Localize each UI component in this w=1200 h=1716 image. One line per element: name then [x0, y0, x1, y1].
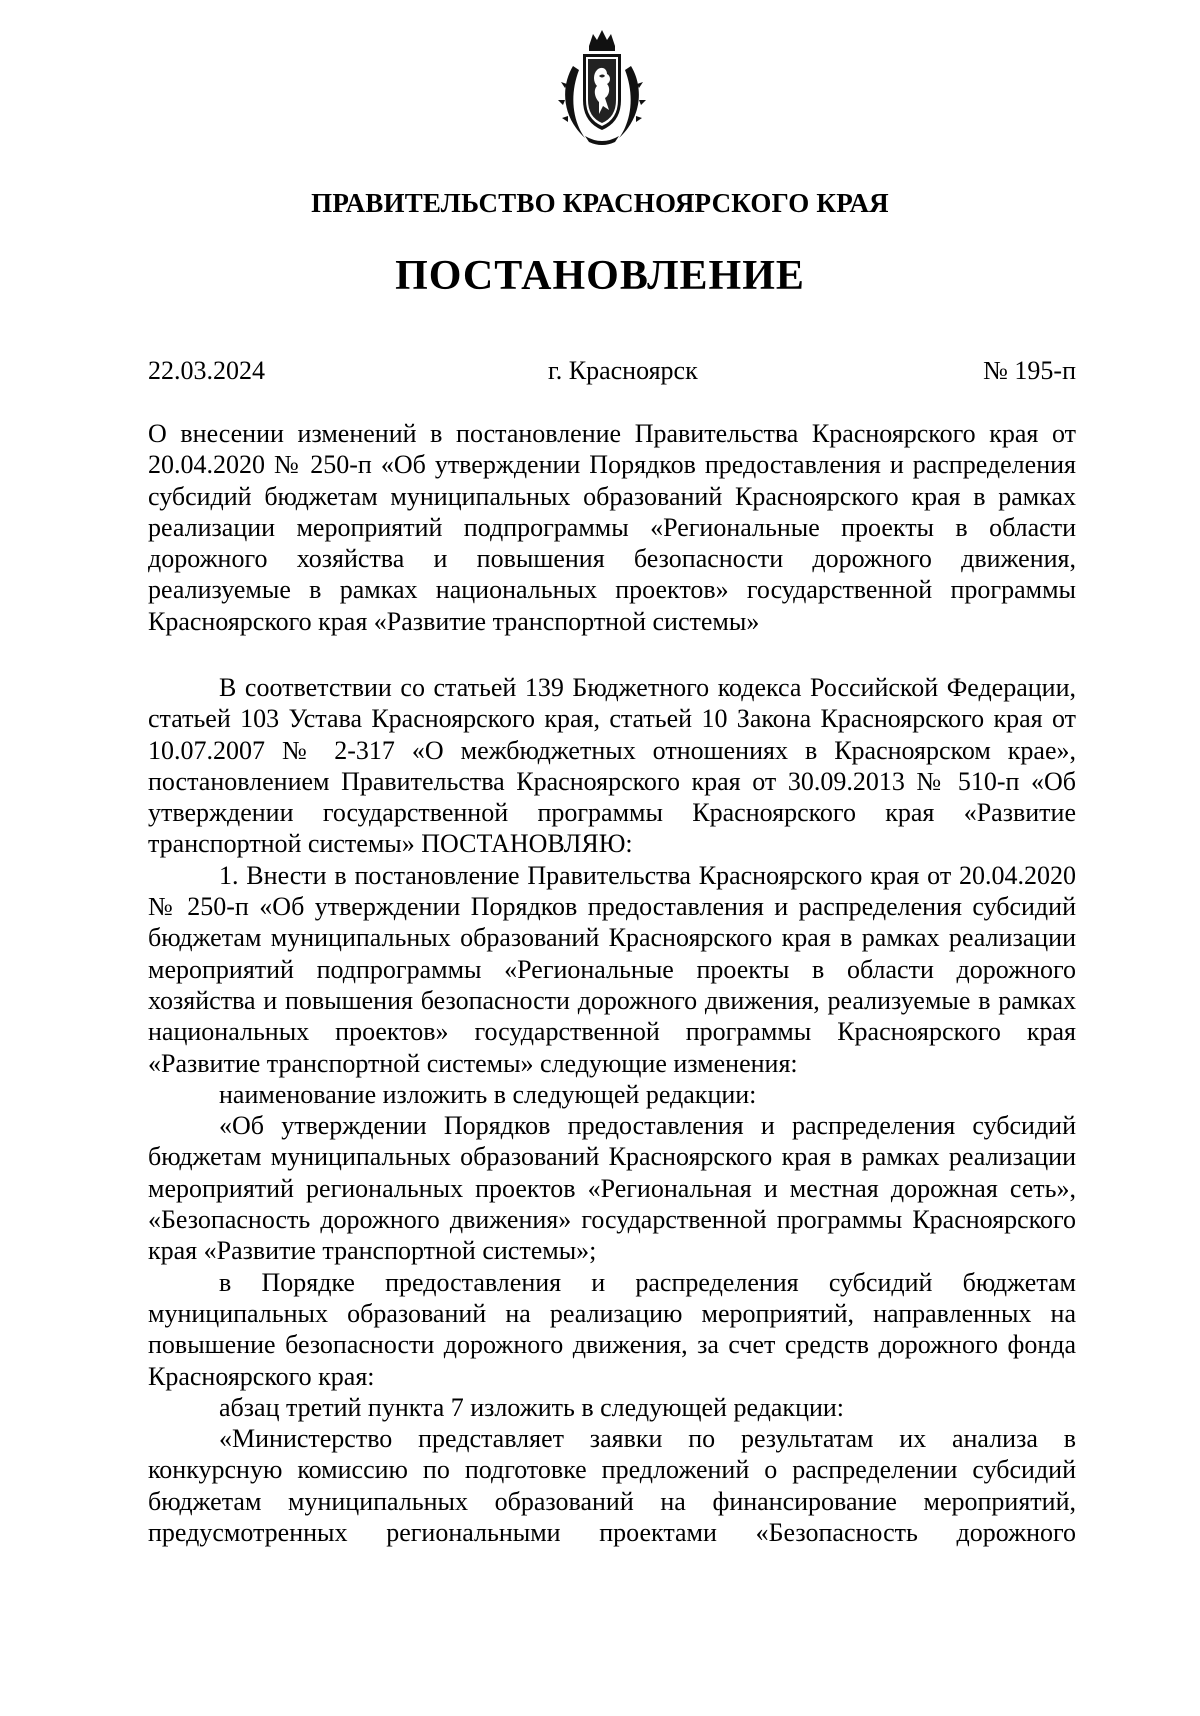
ministry-paragraph: «Министерство представляет заявки по результатам их анализа в конкурсную комиссию по подготовке предложений о распределении субсидий бюджетам муниципальных образований на финансирование мероприятий, предусмотренных региональными проектами «Безопасность дорожного [148, 1424, 1076, 1548]
name-change-paragraph: наименование изложить в следующей редакции: [219, 1079, 757, 1109]
document-subject [148, 418, 1076, 637]
new-name-paragraph: «Об утверждении Порядков предоставления и распределения субсидий бюджетам муниципальных образований Красноярского края в рамках реализации мероприятий региональных проектов «Региональная и местная дорожная сеть», «Безопасность дорожного движения» государственной программы Красноярского края «Развитие транспортной системы»; [148, 1111, 1076, 1266]
document-body [148, 672, 1076, 1548]
coat-of-arms-emblem [555, 26, 649, 148]
item-1-paragraph: 1. Внести в постановление Правительства Красноярского края от 20.04.2020 № 250-п «Об утверждении Порядков предоставления и распределения субсидий бюджетам муниципальных образований Красноярского края в рамках реализации мероприятий подпрограммы «Региональные проекты в области дорожного хозяйства и повышения безопасности дорожного движения, реализуемые в рамках национальных проектов» государственной программы Красноярского края «Развитие транспортной системы» следующие изменения: [148, 860, 1076, 1078]
document-date: 22.03.2024 [148, 356, 265, 385]
subject-text: О внесении изменений в постановление Правительства Красноярского края от 20.04.2020 № 250-п «Об утверждении Порядков предоставления и распределения субсидий бюджетам муниципальных образований Красноярского края в рамках реализации мероприятий подпрограммы «Региональные проекты в области дорожного хозяйства и повышения безопасности дорожного движения, реализуемые в рамках национальных проектов» государственной программы Красноярского края «Развитие транспортной системы» [148, 419, 1076, 636]
clause-7-paragraph: абзац третий пункта 7 изложить в следующей редакции: [219, 1392, 845, 1422]
document-city: г. Красноярск [548, 356, 698, 385]
procedure-paragraph: в Порядке предоставления и распределения субсидий бюджетам муниципальных образований на реализацию мероприятий, направленных на повышение безопасности дорожного движения, за счет средств дорожного фонда Красноярского края: [148, 1267, 1076, 1391]
document-number: № 195-п [983, 356, 1076, 385]
preamble-paragraph: В соответствии со статьей 139 Бюджетного кодекса Российской Федерации, статьей 103 Устава Красноярского края, статьей 10 Закона Красноярского края от 10.07.2007 № 2-317 «О межбюджетных отношениях в Красноярском крае», постановлением Правительства Красноярского края от 30.09.2013 № 510-п «Об утверждении государственной программы Красноярского края «Развитие транспортной системы» ПОСТАНОВЛЯЮ: [148, 673, 1076, 859]
government-name: ПРАВИТЕЛЬСТВО КРАСНОЯРСКОГО КРАЯ [311, 188, 889, 218]
document-type: ПОСТАНОВЛЕНИЕ [395, 253, 805, 299]
